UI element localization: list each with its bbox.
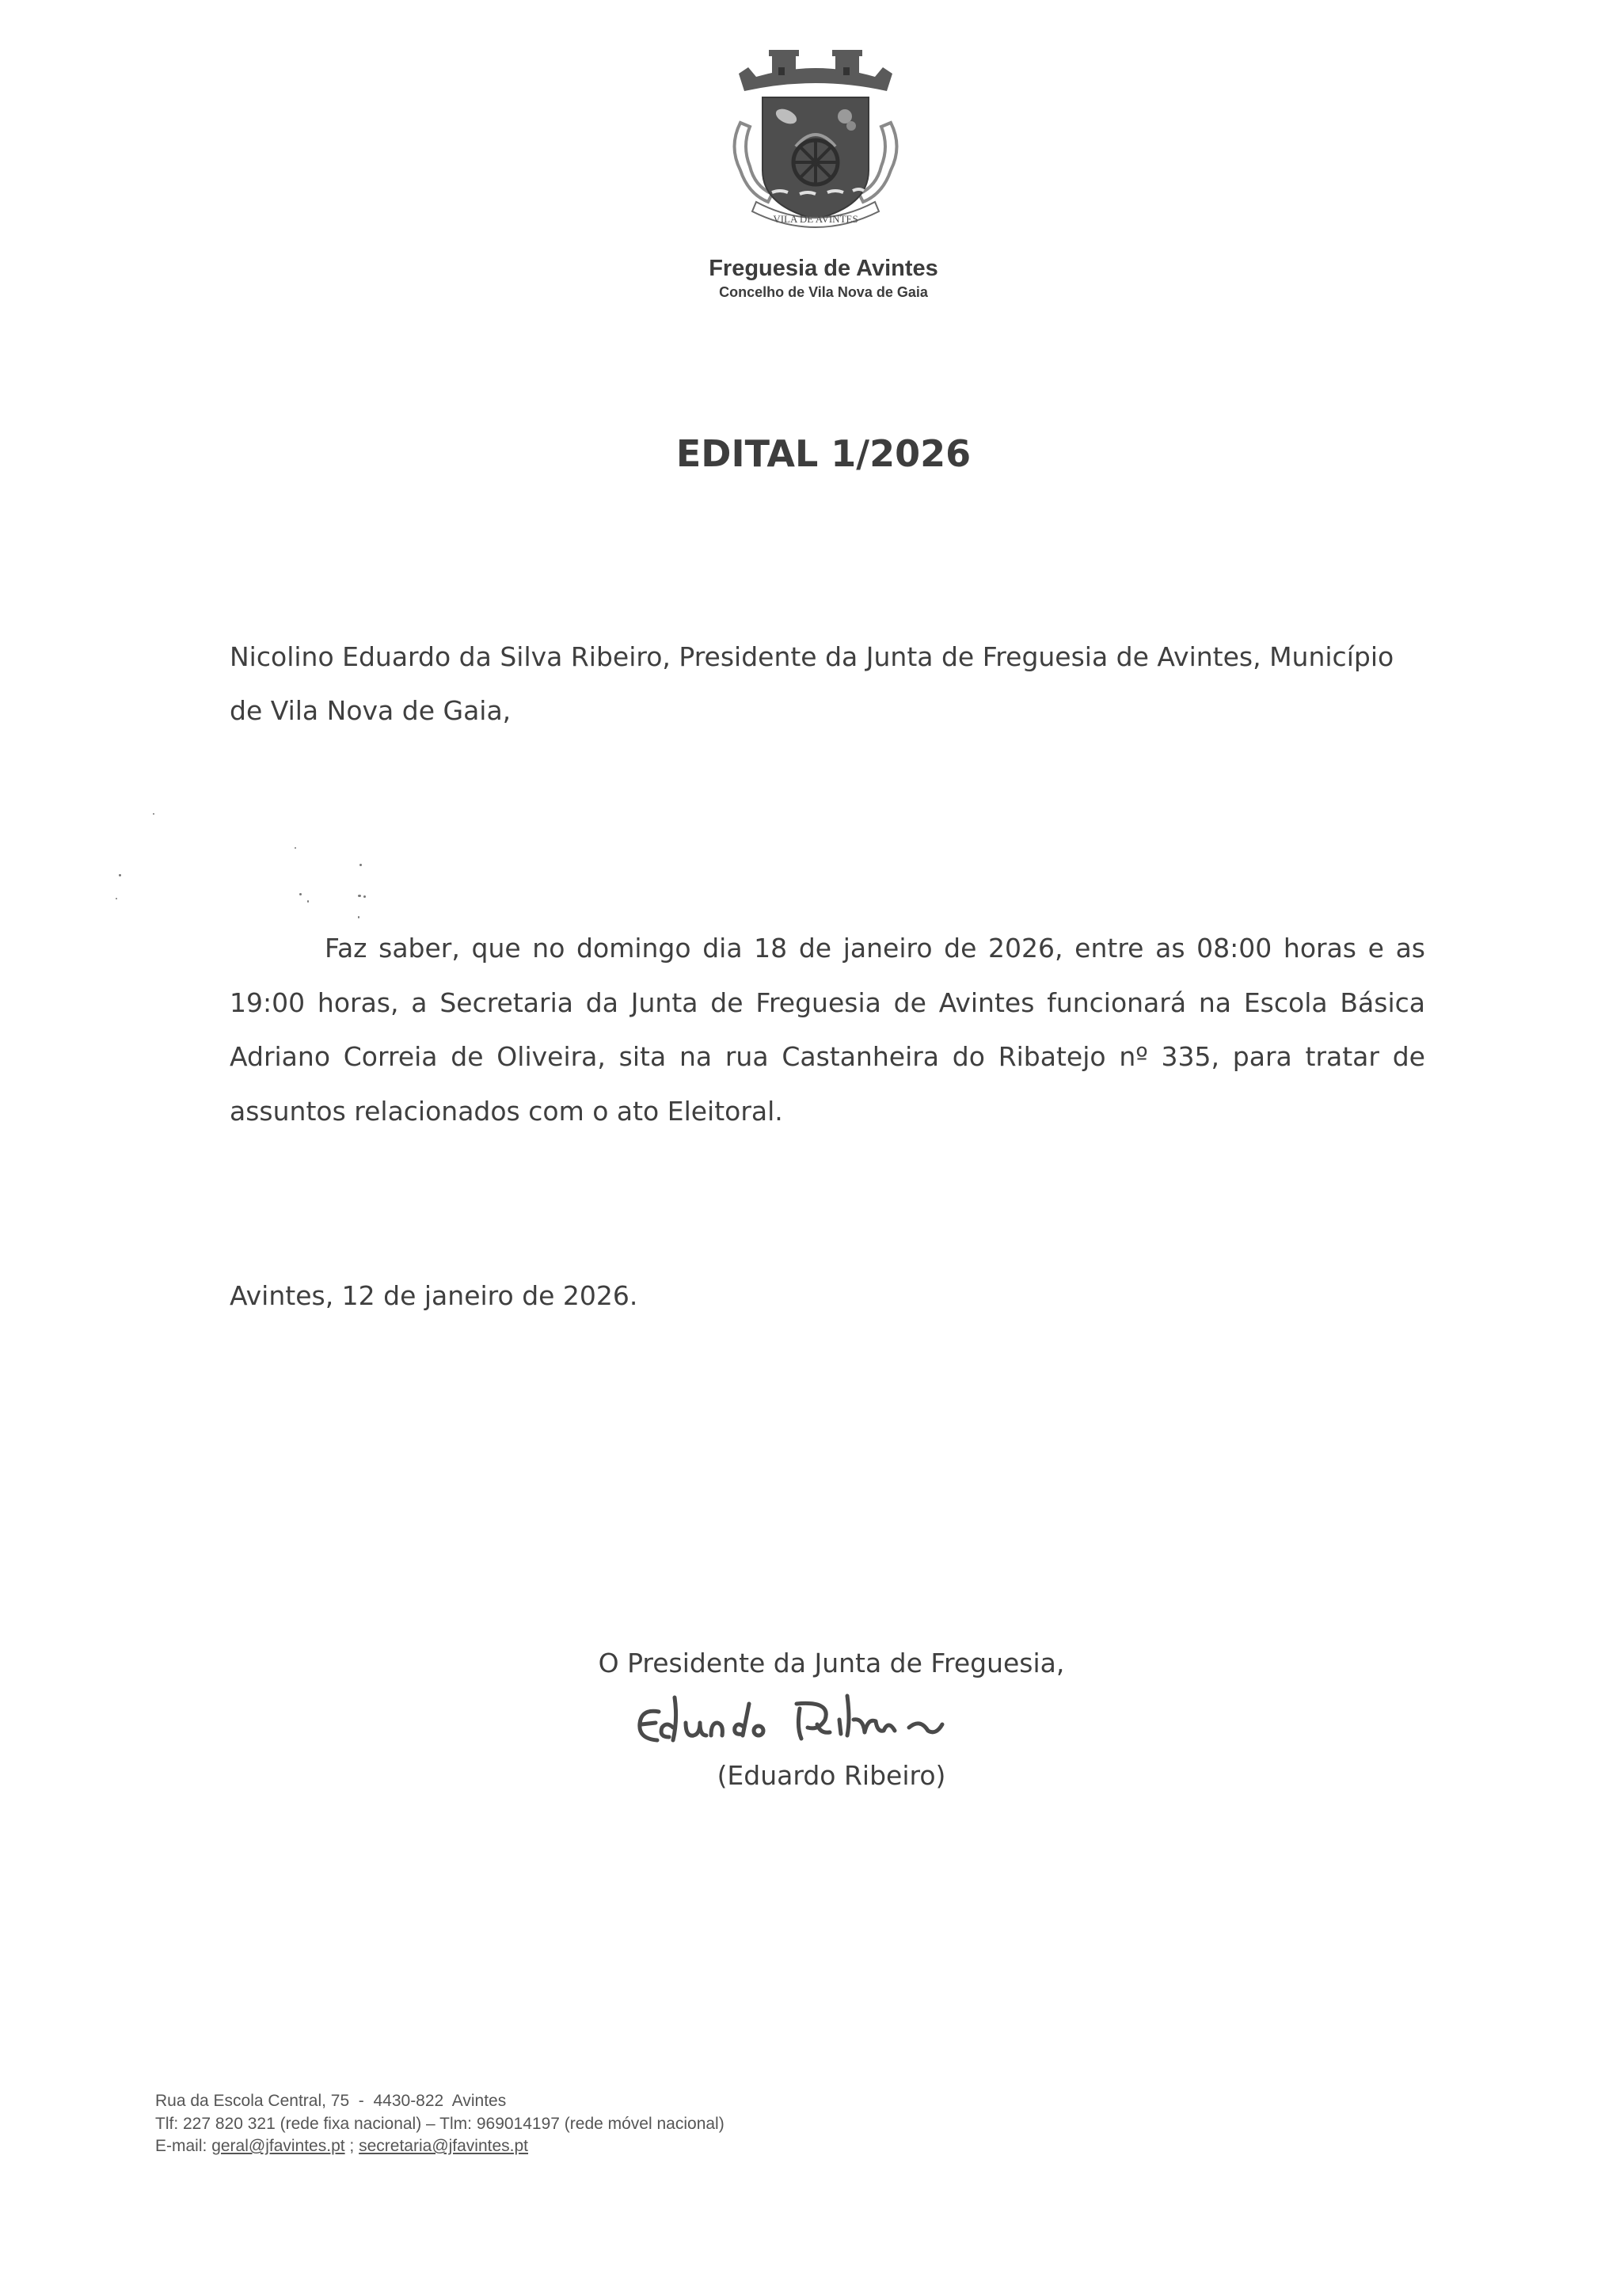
intro-paragraph: Nicolino Eduardo da Silva Ribeiro, Presidente da Junta de Freguesia de Avintes, Município de Vila Nova de Gaia, bbox=[230, 641, 1394, 726]
scan-speck bbox=[153, 813, 154, 815]
scan-speck bbox=[119, 874, 121, 876]
svg-text:VILA DE AVINTES: VILA DE AVINTES bbox=[773, 213, 858, 225]
signature-block bbox=[570, 1644, 1093, 1796]
coat-of-arms-icon bbox=[725, 44, 907, 241]
footer-address: Rua da Escola Central, 75 - 4430-822 Avintes bbox=[155, 2092, 507, 2110]
email-label: E-mail: bbox=[155, 2137, 212, 2155]
footer-email-line bbox=[155, 2135, 725, 2158]
footer-phone: Tlf: 227 820 321 (rede fixa nacional) – Tlm: 969014197 (rede móvel nacional) bbox=[155, 2114, 725, 2133]
email-link-secretaria[interactable]: secretaria@jfavintes.pt bbox=[359, 2137, 529, 2155]
scan-speck bbox=[359, 864, 362, 866]
scan-speck bbox=[299, 893, 302, 895]
scan-speck bbox=[116, 898, 117, 899]
scan-speck bbox=[295, 847, 296, 849]
handwritten-signature-icon bbox=[610, 1688, 1053, 1753]
scan-speck bbox=[358, 916, 359, 918]
organization-name: Freguesia de Avintes bbox=[709, 256, 938, 281]
scan-speck bbox=[307, 900, 309, 903]
notice-paragraph: Faz saber, que no domingo dia 18 de janeiro de 2026, entre as 08:00 horas e as 19:00 horas, a Secretaria da Junta de Freguesia de Avintes funcionará na Escola Básica Adriano Correia de Oliveira, sita na rua Castanheira do Ribatejo nº 335, para tratar de assuntos relacionados com o ato Eleitoral. bbox=[230, 933, 1425, 1127]
signatory-name: (Eduardo Ribeiro) bbox=[717, 1760, 946, 1791]
date-line: Avintes, 12 de janeiro de 2026. bbox=[230, 1280, 638, 1311]
document-title: EDITAL 1/2026 bbox=[675, 432, 972, 475]
organization-subtitle: Concelho de Vila Nova de Gaia bbox=[719, 284, 928, 300]
coat-of-arms-emblem bbox=[725, 44, 907, 241]
email-link-geral[interactable]: geral@jfavintes.pt bbox=[211, 2137, 345, 2155]
signatory-role: O Presidente da Junta de Freguesia, bbox=[598, 1648, 1065, 1678]
scan-speck bbox=[358, 895, 361, 897]
scan-speck bbox=[363, 895, 366, 898]
email-separator: ; bbox=[344, 2137, 359, 2155]
footer-contact bbox=[155, 2090, 725, 2158]
